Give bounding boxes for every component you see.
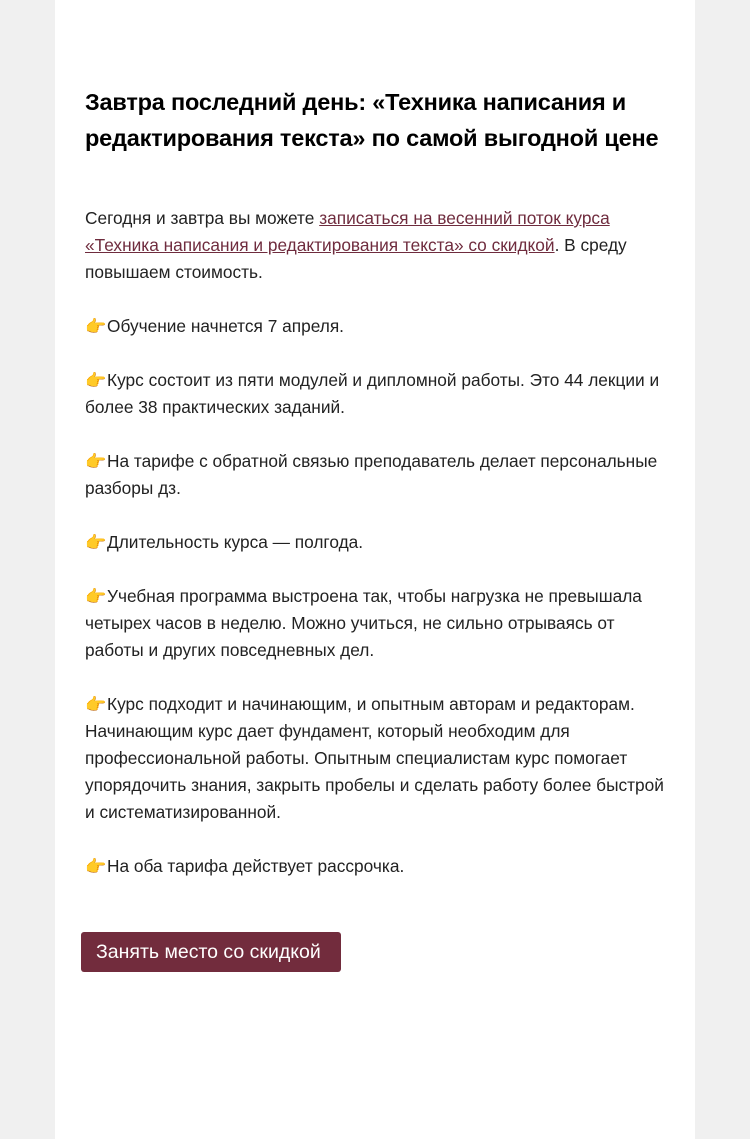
pointing-hand-icon: 👉: [85, 317, 107, 336]
email-body: [85, 205, 665, 907]
intro-text-after: . В среду повышаем стоимость.: [85, 235, 627, 282]
intro-paragraph: [85, 205, 665, 286]
pointing-hand-icon: 👉: [85, 695, 107, 714]
bullet-item: [85, 529, 665, 556]
email-headline: Завтра последний день: «Техника написания и редактирования текста» по самой выгодной цене: [85, 89, 659, 151]
pointing-hand-icon: 👉: [85, 857, 107, 876]
bullet-text: Длительность курса — полгода.: [107, 532, 364, 552]
bullet-text: На оба тарифа действует рассрочка.: [107, 856, 405, 876]
intro-text-before: Сегодня и завтра вы можете: [85, 208, 320, 228]
bullet-text: Курс состоит из пяти модулей и дипломной работы. Это 44 лекции и более 38 практических заданий.: [85, 370, 660, 417]
enroll-discount-link[interactable]: записаться на весенний поток курса «Техника написания и редактирования текста» со скидкой: [85, 208, 610, 255]
bullet-item: [85, 448, 665, 502]
bullet-item: [85, 583, 665, 664]
bullet-text: Обучение начнется 7 апреля.: [107, 316, 344, 336]
bullet-item: [85, 367, 665, 421]
pointing-hand-icon: 👉: [85, 533, 107, 552]
claim-discount-button[interactable]: Занять место со скидкой: [81, 932, 341, 972]
pointing-hand-icon: 👉: [85, 587, 107, 606]
bullet-item: [85, 313, 665, 340]
bullet-text: Курс подходит и начинающим, и опытным авторам и редакторам. Начинающим курс дает фундамент, который необходим для профессиональной работы. Опытным специалистам курс помогает упорядочить знания, закрыть пробелы и сделать работу более быстрой и систематизированной.: [85, 694, 664, 822]
bullet-text: Учебная программа выстроена так, чтобы нагрузка не превышала четырех часов в неделю. Можно учиться, не сильно отрываясь от работы и других повседневных дел.: [85, 586, 642, 660]
pointing-hand-icon: 👉: [85, 452, 107, 471]
bullet-item: [85, 691, 665, 826]
bullet-text: На тарифе с обратной связью преподаватель делает персональные разборы дз.: [85, 451, 658, 498]
email-card: [55, 0, 695, 1139]
bullet-item: [85, 853, 665, 880]
pointing-hand-icon: 👉: [85, 371, 107, 390]
